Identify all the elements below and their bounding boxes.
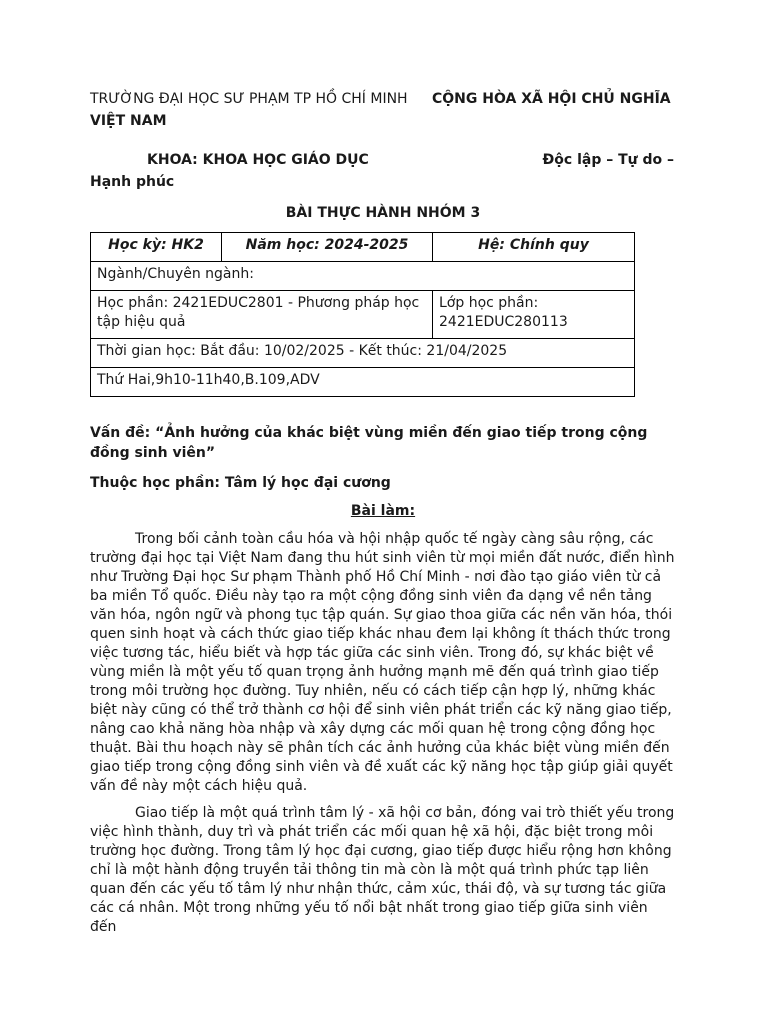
class-code: 2421EDUC280113: [439, 314, 568, 330]
header-row-1: [90, 88, 676, 110]
country-name: VIỆT NAM: [90, 113, 167, 129]
document-title: BÀI THỰC HÀNH NHÓM 3: [285, 205, 481, 221]
time-cell: Thời gian học: Bắt đầu: 10/02/2025 - Kết thúc: 21/04/2025: [91, 339, 635, 368]
work-heading: Bài làm:: [350, 503, 416, 519]
university-name: TRƯỜNG ĐẠI HỌC SƯ PHẠM TP HỒ CHÍ MINH: [90, 91, 408, 107]
info-row-2: [91, 262, 635, 291]
schedule-cell: Thứ Hai,9h10-11h40,B.109,ADV: [91, 368, 635, 397]
document-page: [90, 88, 676, 937]
info-row-1: [91, 233, 635, 262]
semester-cell: Học kỳ: HK2: [91, 233, 222, 262]
subject-heading: Thuộc học phần: Tâm lý học đại cương: [90, 475, 391, 491]
info-row-4: [91, 339, 635, 368]
info-row-3: [91, 291, 635, 339]
header-row-2: [90, 149, 676, 171]
year-cell: Năm học: 2024-2025: [222, 233, 433, 262]
info-table: [90, 232, 635, 397]
issue-heading: Vấn đề: “Ảnh hưởng của khác biệt vùng miền đến giao tiếp trong cộng đồng sinh viên”: [90, 425, 648, 461]
course-cell: Học phần: 2421EDUC2801 - Phương pháp học tập hiệu quả: [91, 291, 433, 339]
major-cell: Ngành/Chuyên ngành:: [91, 262, 635, 291]
system-cell: Hệ: Chính quy: [433, 233, 635, 262]
info-row-5: [91, 368, 635, 397]
paragraph-1: Trong bối cảnh toàn cầu hóa và hội nhập quốc tế ngày càng sâu rộng, các trường đại học tại Việt Nam đang thu hút sinh viên từ mọi miền đất nước, điển hình như Trường Đại học Sư phạm Thành phố Hồ Chí Minh - nơi đào tạo giáo viên từ cả ba miền Tổ quốc. Điều này tạo ra một cộng đồng sinh viên đa dạng về nền tảng văn hóa, ngôn ngữ và phong tục tập quán. Sự giao thoa giữa các nền văn hóa, thói quen sinh hoạt và cách thức giao tiếp khác nhau đem lại không ít thách thức trong việc tương tác, hiểu biết và hợp tác giữa các sinh viên. Trong đó, sự khác biệt về vùng miền là một yếu tố quan trọng ảnh hưởng mạnh mẽ đến quá trình giao tiếp trong môi trường học đường. Tuy nhiên, nếu có cách tiếp cận hợp lý, những khác biệt này cũng có thể trở thành cơ hội để sinh viên phát triển các kỹ năng giao tiếp, nâng cao khả năng hòa nhập và xây dựng các mối quan hệ trong cộng đồng học thuật. Bài thu hoạch này sẽ phân tích các ảnh hưởng của khác biệt vùng miền đến giao tiếp trong cộng đồng sinh viên và đề xuất các kỹ năng học tập giúp giải quyết vấn đề này một cách hiệu quả.: [90, 531, 675, 794]
republic-name: CỘNG HÒA XÃ HỘI CHỦ NGHĨA: [432, 91, 671, 107]
class-label: Lớp học phần:: [439, 295, 539, 311]
motto: Độc lập – Tự do –: [542, 152, 674, 168]
class-cell: [433, 291, 635, 339]
motto-end: Hạnh phúc: [90, 174, 175, 190]
paragraph-2: Giao tiếp là một quá trình tâm lý - xã hội cơ bản, đóng vai trò thiết yếu trong việc hình thành, duy trì và phát triển các mối quan hệ xã hội, đặc biệt trong môi trường học đường. Trong tâm lý học đại cương, giao tiếp được hiểu rộng hơn không chỉ là một hành động truyền tải thông tin mà còn là một quá trình phức tạp liên quan đến các yếu tố tâm lý như nhận thức, cảm xúc, thái độ, và sự tương tác giữa các cá nhân. Một trong những yếu tố nổi bật nhất trong giao tiếp giữa sinh viên đến: [90, 805, 675, 935]
faculty-name: KHOA: KHOA HỌC GIÁO DỤC: [147, 152, 369, 168]
